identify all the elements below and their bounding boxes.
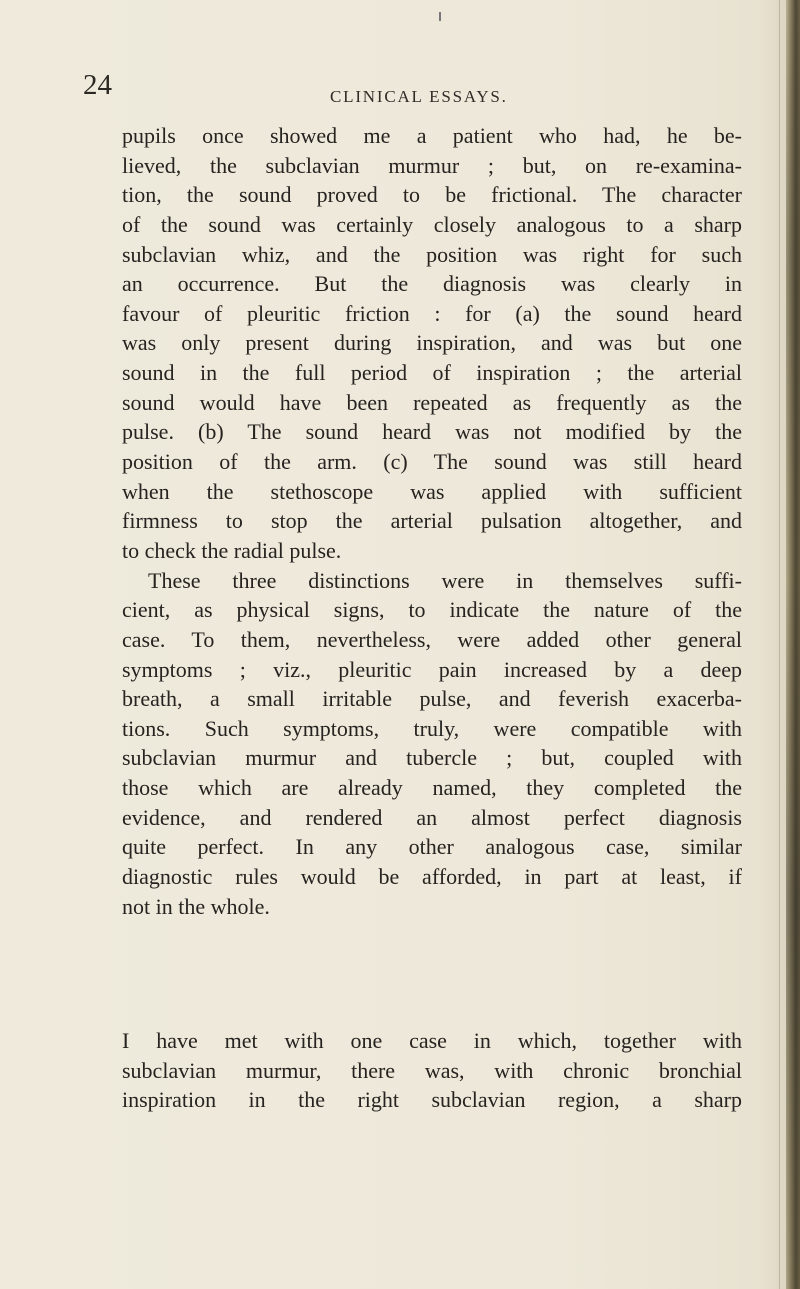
page-edge-shadow: [786, 0, 800, 1289]
text-line: breath, a small irritable pulse, and feverish exacerba-: [122, 686, 742, 712]
paragraph-1: [122, 121, 742, 566]
text-line: those which are already named, they completed the: [122, 775, 742, 801]
text-line: diagnostic rules would be afforded, in part at least, if: [122, 864, 742, 890]
paragraph-3: [122, 1026, 742, 1115]
text-line: tions. Such symptoms, truly, were compatible with: [122, 715, 742, 741]
text-line: not in the whole.: [122, 893, 270, 919]
text-line: to check the radial pulse.: [122, 537, 342, 563]
text-line: pupils once showed me a patient who had, he be-: [122, 123, 742, 148]
print-mark: [439, 12, 441, 21]
text-line: evidence, and rendered an almost perfect diagnosis: [122, 804, 742, 830]
text-line: position of the arm. (c) The sound was still heard: [122, 449, 742, 475]
text-line: sound would have been repeated as frequently as the: [122, 389, 742, 415]
text-line: These three distinctions were in themselves suffi-: [148, 567, 742, 593]
text-line: subclavian whiz, and the position was right for such: [122, 241, 742, 267]
text-line: firmness to stop the arterial pulsation altogether, and: [122, 508, 742, 534]
text-line: symptoms ; viz., pleuritic pain increased by a deep: [122, 656, 742, 682]
body-text-main: [122, 121, 742, 921]
text-line: lieved, the subclavian murmur ; but, on re-examina-: [122, 152, 742, 178]
text-line: tion, the sound proved to be frictional. The character: [122, 182, 742, 208]
text-line: of the sound was certainly closely analogous to a sharp: [122, 211, 742, 237]
text-line: an occurrence. But the diagnosis was clearly in: [122, 271, 742, 297]
page-number: 24: [83, 69, 112, 101]
text-line: cient, as physical signs, to indicate the nature of the: [122, 597, 742, 623]
text-line: case. To them, nevertheless, were added other general: [122, 626, 742, 652]
text-line: I have met with one case in which, together with: [122, 1028, 742, 1053]
text-line: favour of pleuritic friction : for (a) the sound heard: [122, 300, 742, 326]
text-line: quite perfect. In any other analogous case, similar: [122, 834, 742, 860]
text-line: subclavian murmur, there was, with chronic bronchial: [122, 1057, 742, 1083]
text-line: subclavian murmur and tubercle ; but, coupled with: [122, 745, 742, 771]
running-head: CLINICAL ESSAYS.: [330, 87, 508, 106]
text-line: sound in the full period of inspiration ; the arterial: [122, 360, 742, 386]
text-line: when the stethoscope was applied with sufficient: [122, 478, 742, 504]
paragraph-2: [122, 566, 742, 922]
text-line: pulse. (b) The sound heard was not modified by the: [122, 419, 742, 445]
page-edge-line: [779, 0, 780, 1289]
text-line: inspiration in the right subclavian region, a sharp: [122, 1087, 742, 1113]
text-line: was only present during inspiration, and was but one: [122, 330, 742, 356]
